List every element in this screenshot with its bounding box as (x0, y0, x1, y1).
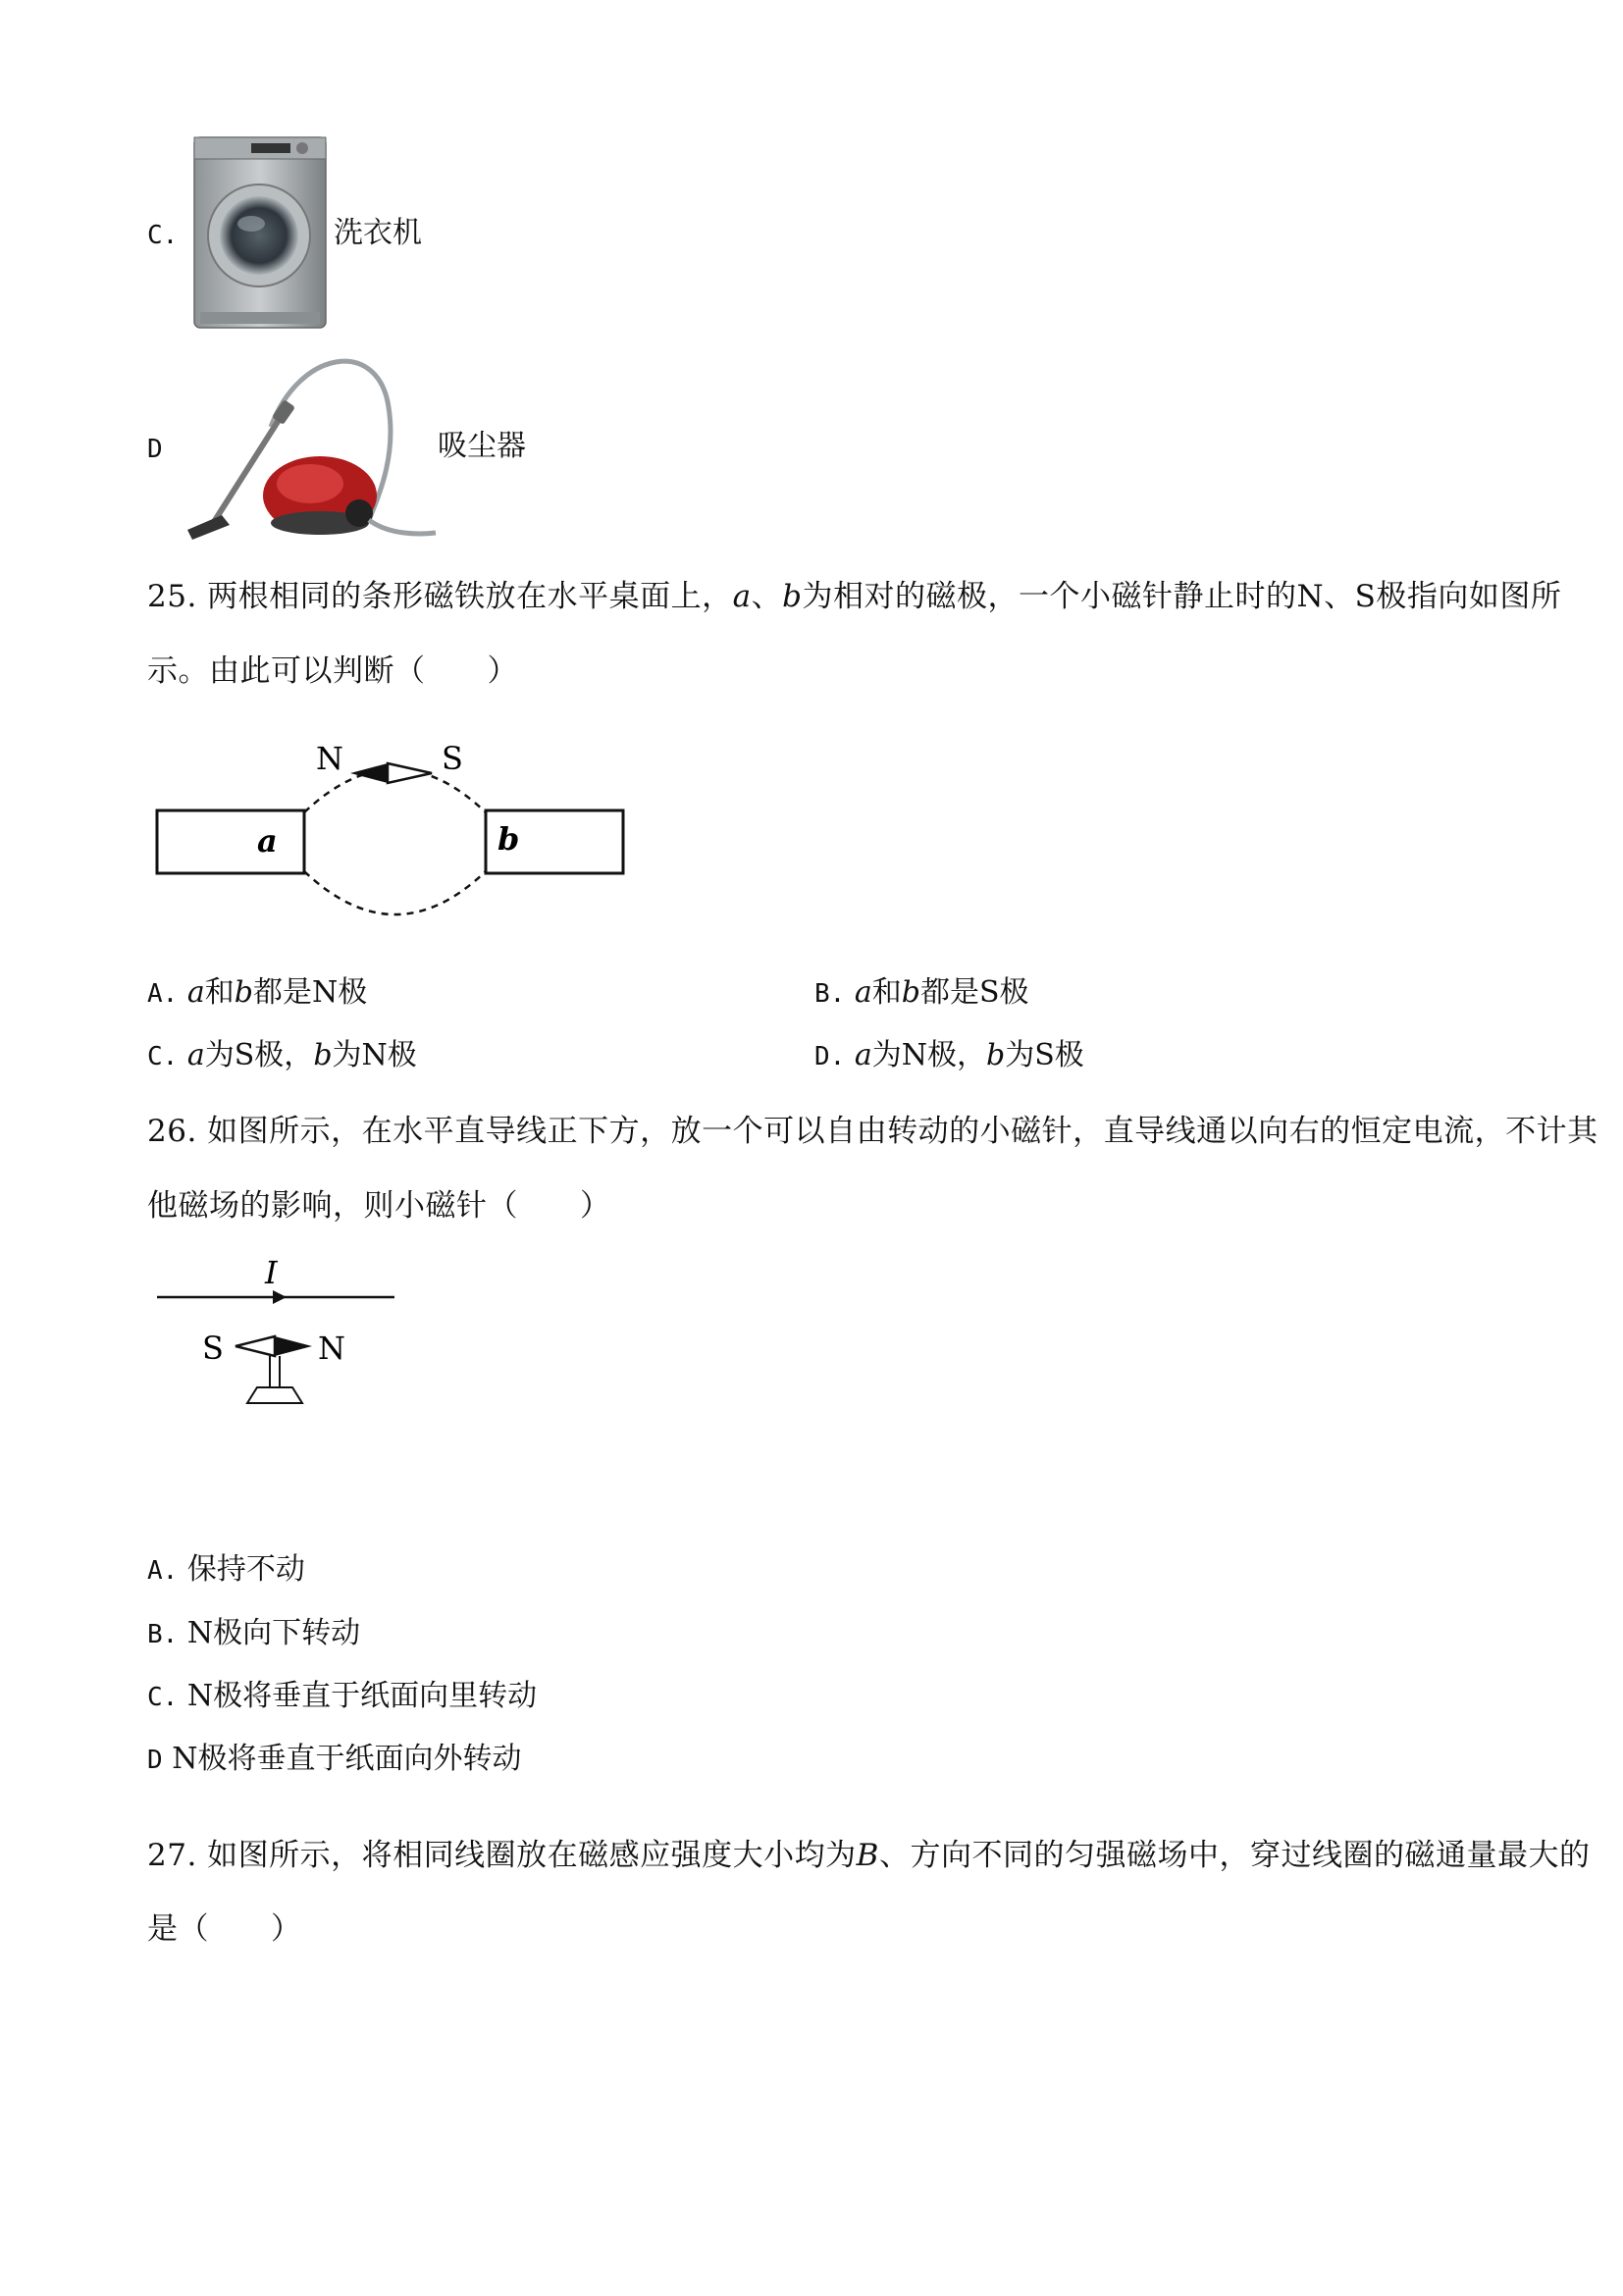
needle-south-half (236, 1336, 275, 1356)
q25-var-a: a (732, 579, 752, 614)
q26-wire-figure (147, 1256, 412, 1413)
q25-text-a: 两根相同的条形磁铁放在水平桌面上， (207, 579, 733, 614)
q25-option-b[interactable]: B. a和b都是S极 (814, 975, 1029, 1010)
needle-south-half (388, 763, 432, 783)
q25-magnets-figure (147, 736, 638, 922)
q26-number: 26. (147, 1114, 197, 1149)
q25-magnet-b: b (497, 820, 520, 858)
q25-sep: 、 (751, 579, 783, 614)
q27-line2: 是（ ） (147, 1911, 302, 1947)
q25-magnet-a: a (257, 822, 278, 860)
q26-text-1: 如图所示，在水平直导线正下方，放一个可以自由转动的小磁针，直导线通以向右的恒定电流，不计其 (207, 1114, 1598, 1149)
option-c-text: 洗衣机 (334, 216, 422, 250)
current-arrow-icon (273, 1290, 287, 1304)
q26-label-s: S (202, 1330, 224, 1367)
q26-option-d[interactable]: D N极将垂直于纸面向外转动 (147, 1742, 522, 1776)
q27-line1 (147, 1836, 1590, 1875)
q26-label-n: N (318, 1330, 345, 1367)
q25-line1 (147, 577, 1561, 616)
q25-option-a[interactable]: A. a和b都是N极 (147, 975, 368, 1010)
needle-north-half (275, 1336, 312, 1356)
q27-text-a: 如图所示，将相同线圈放在磁感应强度大小均为 (207, 1838, 857, 1873)
q25-label-s: S (442, 740, 463, 777)
q25-line2: 示。由此可以判断（ ） (147, 653, 518, 689)
q25-option-c[interactable]: C. a为S极，b为N极 (147, 1038, 417, 1072)
option-c-label: C. (147, 221, 179, 250)
q25-text-b: 为相对的磁极，一个小磁针静止时的N、S极指向如图所 (802, 579, 1562, 614)
q26-line1 (147, 1112, 1598, 1151)
option-d-label: D (147, 435, 163, 464)
q26-current-label: I (265, 1254, 278, 1291)
q25-number: 25. (147, 579, 197, 614)
q26-line2: 他磁场的影响，则小磁针（ ） (147, 1188, 611, 1224)
q25-option-d[interactable]: D. a为N极，b为S极 (814, 1038, 1084, 1072)
q26-option-c[interactable]: C. N极将垂直于纸面向里转动 (147, 1679, 538, 1713)
q25-var-b: b (782, 579, 803, 614)
q26-option-a[interactable]: A. 保持不动 (147, 1552, 305, 1587)
washing-machine-image (192, 135, 330, 332)
q27-number: 27. (147, 1838, 197, 1873)
q27-text-b: 、方向不同的匀强磁场中，穿过线圈的磁通量最大的 (878, 1838, 1591, 1873)
needle-north-half (350, 763, 388, 783)
q25-label-n: N (316, 740, 343, 777)
option-d-text: 吸尘器 (438, 429, 526, 463)
q27-var-b: B (856, 1838, 879, 1873)
vacuum-cleaner-image (183, 348, 438, 545)
q26-option-b[interactable]: B. N极向下转动 (147, 1616, 361, 1650)
